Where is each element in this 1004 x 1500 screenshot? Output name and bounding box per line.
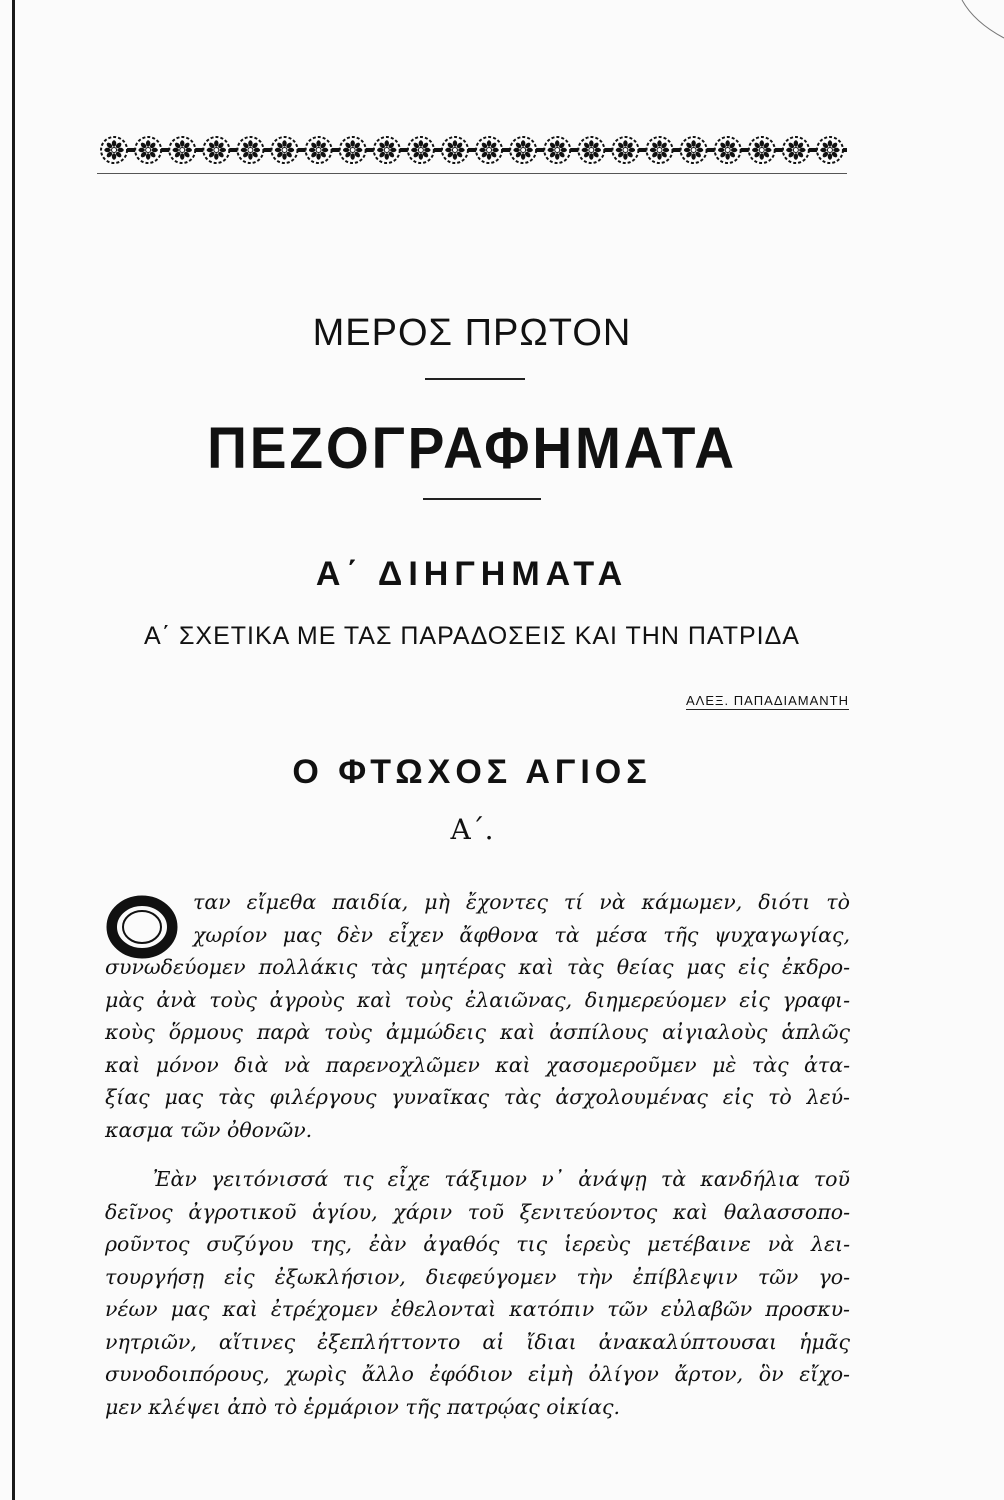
part-title: ΜΕΡΟΣ ΠΡΩΤΟΝ — [312, 312, 632, 354]
rosette-ornament — [612, 137, 646, 163]
rosette-ornament — [340, 137, 374, 163]
rosette-ornament — [578, 137, 612, 163]
subsection-title: Α΄ ΣΧΕΤΙΚΑ ΜΕ ΤΑΣ ΠΑΡΑΔΟΣΕΙΣ ΚΑΙ ΤΗΝ ΠΑΤΡΙΔΑ — [144, 622, 800, 650]
page-edge-shadow — [12, 0, 15, 1500]
rosette-ornament — [272, 137, 306, 163]
rosette-ornament — [306, 137, 340, 163]
rosette-ornament — [476, 137, 510, 163]
text-line: συνοδοιπόρους, χωρὶς ἄλλο ἐφόδιον εἰμὴ ὀλίγον ἄρτον, ὃν εἴχο- — [105, 1362, 850, 1386]
rosette-ornament — [169, 137, 203, 163]
main-title: ΠΕΖΟΓΡΑΦΗΜΑΤΑ — [207, 416, 737, 481]
rosette-ornament — [408, 137, 442, 163]
text-line: ροῦντος συζύγου της, ἐὰν ἀγαθός τις ἱερεὺς μετέβαινε νὰ λει- — [105, 1232, 850, 1256]
rosette-ornament — [783, 137, 817, 163]
text-line: μὰς ἀνὰ τοὺς ἀγροὺς καὶ τοὺς ἐλαιῶνας, διημερεύομεν εἰς γραφι- — [105, 987, 850, 1012]
rosette-ornament — [510, 137, 544, 163]
rosette-ornament — [817, 137, 847, 163]
rosette-ornament — [203, 137, 237, 163]
text-line: ταν εἴμεθα παιδία, μὴ ἔχοντες τί νὰ κάμωμεν, διότι τὸ — [193, 890, 850, 914]
text-line: καὶ μόνον διὰ νὰ παρενοχλῶμεν καὶ χασομεροῦμεν μὲ τὰς ἀτα- — [105, 1052, 850, 1077]
rosette-ornament — [749, 137, 783, 163]
story-title: Ο ΦΤΩΧΟΣ ΑΓΙΟΣ — [292, 753, 652, 791]
divider-rule-1 — [425, 378, 525, 380]
rosette-ornament — [681, 137, 715, 163]
text-line: ξίας μας τὰς φιλέργους γυναῖκας τὰς ἀσχολουμένας εἰς τὸ λεύ- — [105, 1085, 850, 1109]
text-line: δεῖνος ἀγροτικοῦ ἁγίου, χάριν τοῦ ξενιτεύοντος καὶ θαλασσοπο- — [105, 1199, 850, 1224]
text-line: χωρίον μας δὲν εἶχεν ἄφθονα τὰ μέσα τῆς ψυχαγωγίας, — [193, 922, 850, 947]
chapter-number: Α΄. — [450, 813, 494, 846]
rosette-ornament — [715, 137, 749, 163]
ornamental-header-band — [97, 130, 847, 170]
text-line: Ἐὰν γειτόνισσά τις εἶχε τάξιμον ν᾿ ἀνάψῃ τὰ κανδήλια τοῦ — [153, 1167, 850, 1191]
text-line: νητριῶν, αἵτινες ἐξεπλήττοντο αἱ ἴδιαι ἀνακαλύπτουσαι ἡμᾶς — [105, 1329, 850, 1354]
text-line: νέων μας καὶ ἐτρέχομεν ἐθελονταὶ κατόπιν τῶν εὐλαβῶν προσκυ- — [105, 1297, 850, 1321]
paragraph-1 — [105, 886, 850, 1146]
text-line: συνωδεύομεν πολλάκις τὰς μητέρας καὶ τὰς θείας μας εἰς ἐκδρο- — [105, 955, 850, 979]
author-name: ΑΛΕΞ. ΠΑΠΑΔΙΑΜΑΝΤΗ — [686, 693, 849, 708]
page-corner-fold — [944, 0, 1004, 45]
rosette-ornament — [544, 137, 578, 163]
rosette-ornament — [135, 137, 169, 163]
paragraph-2 — [105, 1163, 850, 1423]
text-line: τουργήσῃ εἰς ἐξωκλήσιον, διεφεύγομεν τὴν ἐπίβλεψιν τῶν γο- — [105, 1264, 850, 1289]
section-title: Α΄ ΔΙΗΓΗΜΑΤΑ — [315, 555, 629, 593]
rosette-ornament — [237, 137, 271, 163]
divider-rule-2 — [423, 498, 541, 500]
rosette-ornament — [442, 137, 476, 163]
text-line: μεν κλέψει ἀπὸ τὸ ἑρμάριον τῆς πατρῴας οἰκίας. — [105, 1394, 620, 1419]
ornament-rule — [97, 173, 847, 174]
text-line: κασμα τῶν ὀθονῶν. — [105, 1117, 313, 1142]
text-line: κοὺς ὅρμους παρὰ τοὺς ἀμμώδεις καὶ ἀσπίλους αἰγιαλοὺς ἁπλῶς — [105, 1020, 850, 1044]
rosette-ornament — [374, 137, 408, 163]
rosette-ornament — [647, 137, 681, 163]
rosette-ornament — [101, 137, 135, 163]
